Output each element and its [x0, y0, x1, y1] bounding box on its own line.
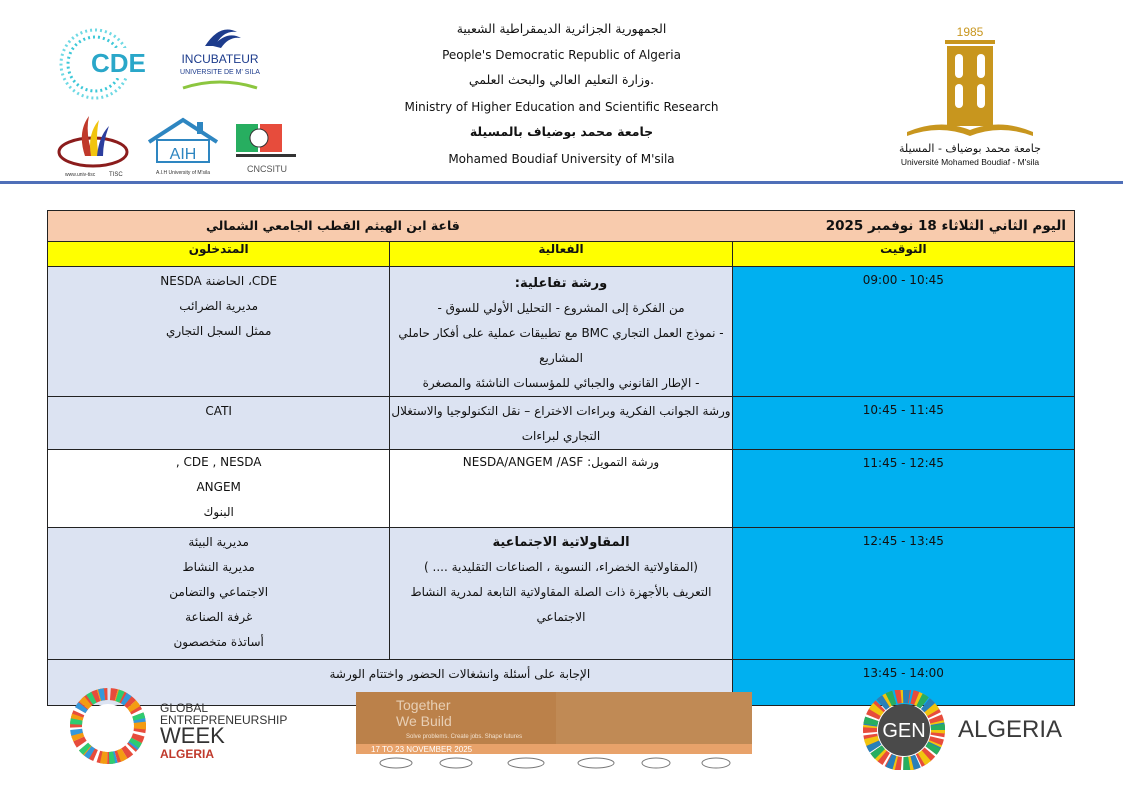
- activity-line: (المقاولاتية الخضراء، النسوية ، الصناعات التقليدية .... ): [424, 560, 698, 574]
- row-time: 10:45 - 11:45: [862, 403, 944, 417]
- speaker-line: مديرية البيئة: [188, 535, 249, 549]
- gew-line-global: GLOBAL: [160, 701, 209, 715]
- speaker-line: أساتذة متخصصون: [173, 635, 264, 649]
- col-header-speakers: المتدخلون: [48, 242, 390, 267]
- activity-line: الإجابة على أسئلة وانشغالات الحضور واختتام الورشة: [329, 667, 591, 681]
- speaker-line: البنوك: [203, 505, 234, 519]
- row-time: 13:45 - 14:00: [862, 666, 944, 680]
- schedule-title-row: [48, 211, 1075, 242]
- cde-logo: [55, 26, 165, 104]
- table-row: [48, 397, 1075, 450]
- speaker-line: مديرية الضرائب: [179, 299, 259, 313]
- gew-line-week: WEEK: [160, 723, 225, 748]
- tisc-logo: [55, 112, 135, 180]
- university-year: 1985: [956, 25, 984, 39]
- activity-line: ورشة الجوانب الفكرية وبراءات الاختراع – نقل التكنولوجيا والاستغلال التجاري لبراءات: [391, 404, 731, 443]
- activity-line: المقاولاتية الاجتماعية: [492, 535, 630, 550]
- university-logo: [885, 20, 1055, 170]
- cncsitu-logo: [232, 120, 302, 178]
- gew-algeria-logo: [68, 688, 298, 764]
- table-row: [48, 450, 1075, 528]
- header-ministry-en: Ministry of Higher Education and Scientific Research: [404, 100, 719, 114]
- gew-line-algeria: ALGERIA: [160, 747, 214, 761]
- header-republic-en: People's Democratic Republic of Algeria: [442, 48, 681, 62]
- university-name-fr: Université Mohamed Boudiaf - M'sila: [900, 157, 1040, 167]
- row-time: 09:00 - 10:45: [862, 273, 944, 287]
- speaker-line: CDE , NESDA ,: [175, 455, 262, 469]
- incubateur-title: INCUBATEUR: [181, 52, 259, 66]
- speaker-line: مديرية النشاط: [182, 560, 255, 574]
- speaker-line: CATI: [205, 404, 232, 418]
- activity-line: ورشة التمويل: NESDA/ANGEM /ASF: [462, 455, 660, 469]
- activity-line: من الفكرة إلى المشروع - التحليل الأولي للسوق -: [437, 301, 685, 315]
- incubateur-subtitle: UNIVERSITE DE M' SILA: [180, 69, 260, 76]
- gen-algeria-logo: [848, 690, 1098, 770]
- banner-subtitle: Solve problems. Create jobs. Shape futures: [406, 734, 523, 740]
- banner-title-1: Together: [396, 697, 451, 713]
- row-time: 12:45 - 13:45: [862, 534, 944, 548]
- gew-line-entrepreneurship: ENTREPRENEURSHIP: [160, 713, 288, 727]
- gen-text: GEN: [882, 720, 926, 742]
- aih-subtitle: A.I.H University of M'sila: [155, 170, 211, 176]
- aih-logo: [143, 116, 223, 178]
- speaker-line: ممثل السجل التجاري: [165, 324, 272, 338]
- header-divider: [0, 181, 1123, 184]
- activity-line: - الإطار القانوني والجبائي للمؤسسات الناشئة والمصغرة: [422, 376, 700, 390]
- banner-dates: 17 TO 23 NOVEMBER 2025: [371, 745, 473, 754]
- university-name-ar: جامعة محمد بوضياف - المسيلة: [899, 142, 1041, 155]
- day-title: اليوم الثاني الثلاثاء 18 نوفمبر 2025: [825, 218, 1066, 234]
- svg-text:www.univ-tisc: www.univ-tisc: [65, 172, 96, 178]
- header-republic-ar: الجمهورية الجزائرية الديمقراطية الشعبية: [456, 21, 667, 36]
- col-header-activity: الفعالية: [390, 242, 732, 267]
- gen-country: ALGERIA: [958, 716, 1063, 743]
- schedule-table: [47, 210, 1075, 706]
- aih-text: AIH: [169, 146, 197, 163]
- hall-title: قاعة ابن الهيثم القطب الجامعي الشمالي: [206, 218, 460, 233]
- speaker-line: غرفة الصناعة: [185, 610, 253, 624]
- cde-logo-text: CDE: [91, 48, 146, 78]
- table-row: [48, 528, 1075, 660]
- speaker-line: ANGEM: [196, 480, 241, 494]
- activity-line: - نموذج العمل التجاري BMC مع تطبيقات عملية على أفكار حاملي المشاريع: [398, 326, 724, 365]
- banner-title-2: We Build: [396, 713, 452, 729]
- header-university-en: Mohamed Boudiaf University of M'sila: [448, 152, 675, 166]
- col-header-time: التوقيت: [732, 242, 1074, 267]
- row-time: 11:45 - 12:45: [862, 456, 944, 470]
- tisc-text: TISC: [109, 172, 123, 178]
- cncsitu-text: CNCSITU: [247, 164, 287, 174]
- event-banner: [356, 692, 752, 770]
- header-university-ar: جامعة محمد بوضياف بالمسيلة: [469, 124, 654, 139]
- speaker-line: CDE، الحاضنة NESDA: [160, 274, 278, 288]
- table-row: [48, 267, 1075, 397]
- column-header-row: [48, 242, 1075, 267]
- activity-line: ورشة تفاعلية:: [514, 276, 608, 291]
- activity-line: التعريف بالأجهزة ذات الصلة المقاولاتية التابعة لمدرية النشاط الاجتماعي: [410, 585, 712, 624]
- incubateur-logo: [175, 18, 265, 98]
- header-ministry-ar: وزارة التعليم العالي والبحث العلمي.: [468, 72, 655, 87]
- speaker-line: الاجتماعي والتضامن: [169, 585, 269, 599]
